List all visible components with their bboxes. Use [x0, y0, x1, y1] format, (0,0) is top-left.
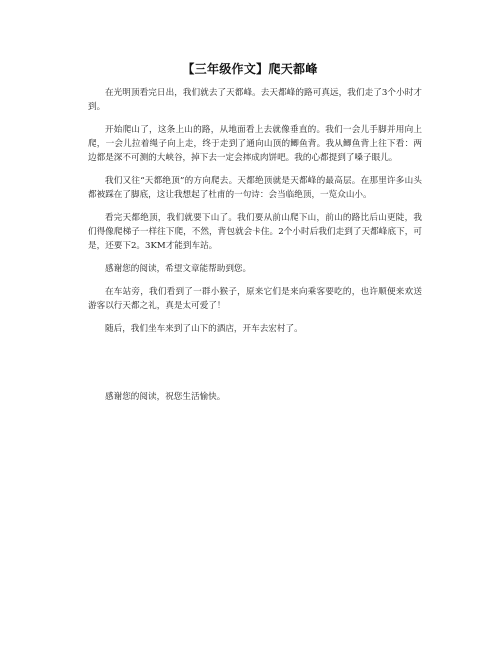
paragraph-6: 在车站旁，我们看到了一群小猴子，原来它们是来向乘客要吃的，也许顺便来欢送游客以行天都之礼，真是太可爱了！ — [88, 287, 422, 311]
closing-note: 感谢您的阅读，祝您生活愉快。 — [105, 392, 226, 402]
document-body — [88, 86, 422, 345]
paragraph-4: 看完天都绝顶，我们就要下山了。我们要从前山爬下山，前山的路比后山更陡，我们得像爬梯子一样往下爬，不然，背包就会卡住。2个小时后我们走到了天都峰底下，可是，还要下2。3KM才能到车站。 — [88, 213, 422, 251]
paragraph-5: 感谢您的阅读，希望文章能帮助到您。 — [105, 264, 252, 274]
paragraph-1: 在光明顶看完日出，我们就去了天都峰。去天都峰的路可真远，我们走了3个小时才到。 — [88, 88, 422, 112]
paragraph-3: 我们又往“天都绝顶”的方向爬去。天都绝顶就是天都峰的最高层。在那里许多山头都被踩在了脚底，这让我想起了杜甫的一句诗：会当临绝顶，一览众山小。 — [88, 176, 422, 200]
paragraph-2: 开始爬山了，这条上山的路，从地面看上去就像垂直的。我们一会儿手脚并用向上爬，一会儿拉着绳子向上走，终于走到了通向山顶的鲫鱼背。我从鲫鱼背上往下看：两边都是深不可测的大峡谷，掉下去一定会摔成肉饼吧。我的心都提到了嗓子眼儿。 — [88, 125, 422, 163]
document-title: 【三年级作文】爬天都峰 — [182, 62, 318, 76]
paragraph-7: 随后，我们坐车来到了山下的酒店，开车去宏村了。 — [105, 324, 303, 334]
